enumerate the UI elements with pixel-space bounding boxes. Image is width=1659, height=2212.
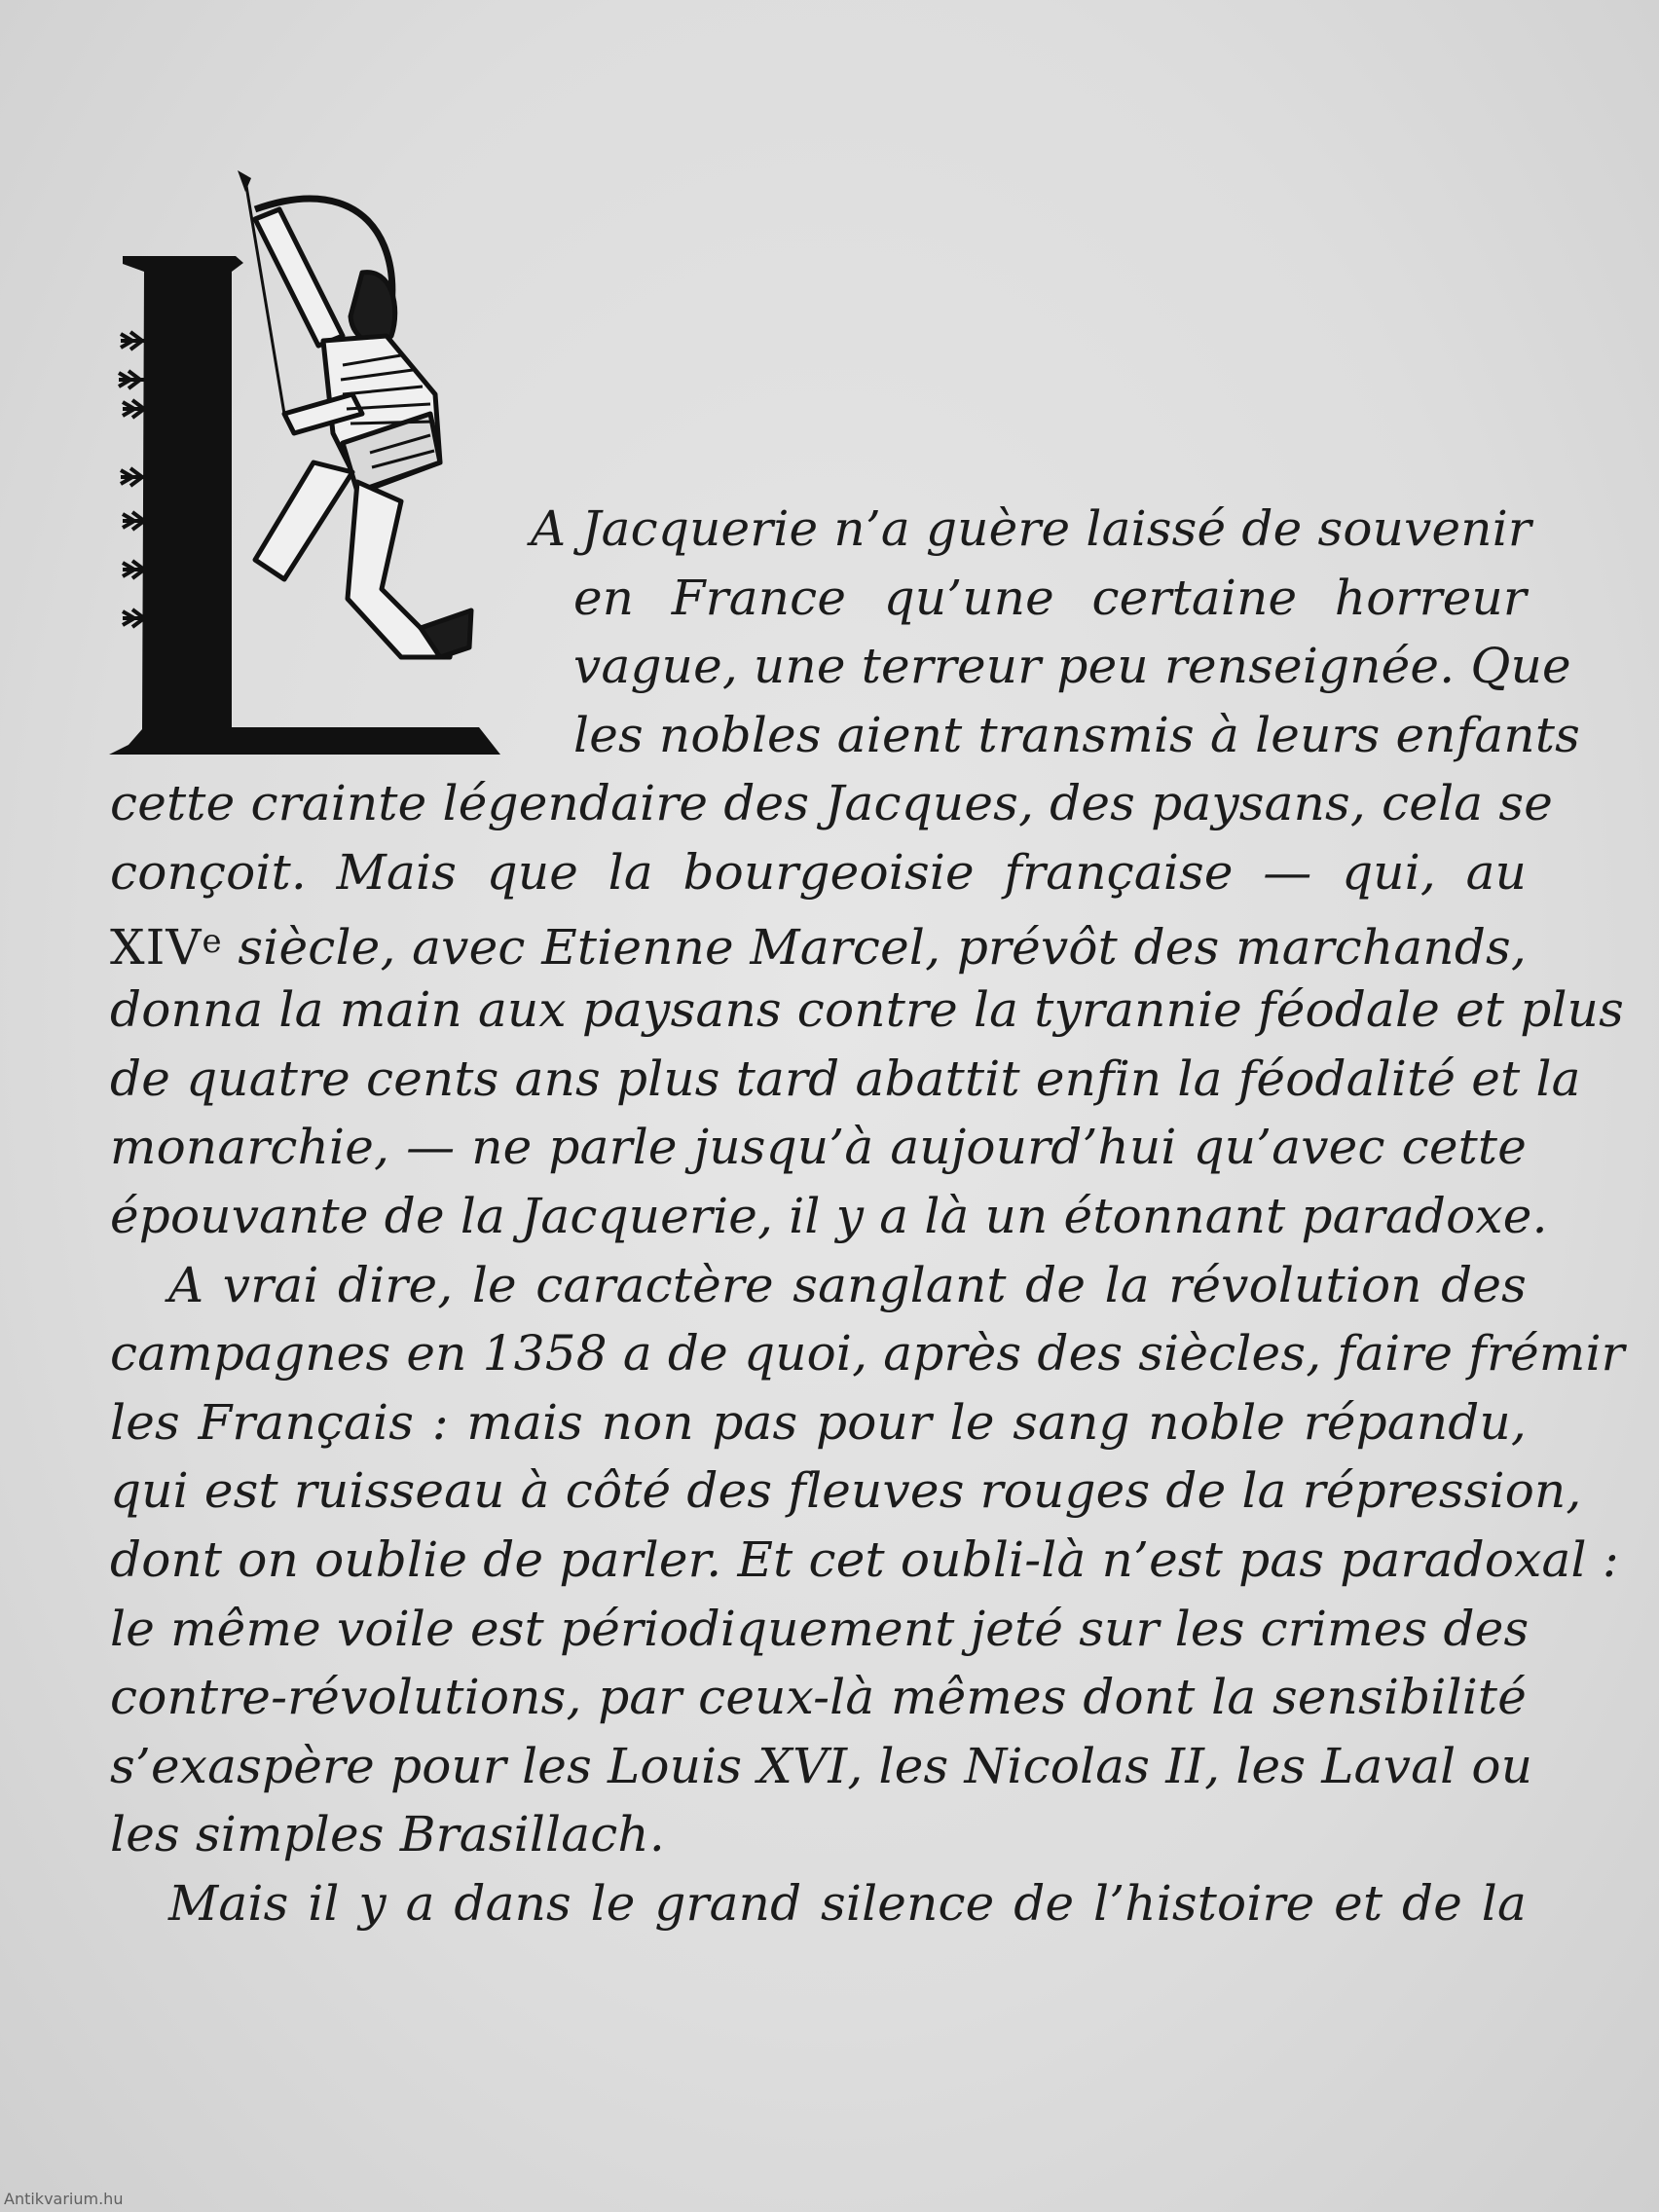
text-line: dont on oublie de parler. Et cet oubli-là n’est pas paradoxal : <box>110 1530 1619 1588</box>
text-line: en France qu’une certaine horreur <box>573 569 1527 626</box>
text-line: les Français : mais non pas pour le sang noble répandu, <box>110 1393 1527 1451</box>
text-line: vague, une terreur peu renseignée. Que <box>573 638 1571 695</box>
text-line: épouvante de la Jacquerie, il y a là un étonnant paradoxe. <box>110 1187 1548 1244</box>
text-line: A Jacquerie n’a guère laissé de souvenir <box>531 500 1531 557</box>
text-line: le même voile est périodiquement jeté sur les crimes des <box>110 1600 1530 1657</box>
superscript: e <box>202 921 222 961</box>
text-line: donna la main aux paysans contre la tyrannie féodale et plus <box>110 981 1624 1039</box>
text-line: monarchie, — ne parle jusqu’à aujourd’hui qu’avec cette <box>110 1119 1527 1176</box>
text-line-rest: siècle, avec Etienne Marcel, prévôt des marchands, <box>221 918 1527 976</box>
text-line: s’exaspère pour les Louis XVI, les Nicolas II, les Laval ou <box>110 1737 1533 1794</box>
text-line: cette crainte légendaire des Jacques, des paysans, cela se <box>110 775 1554 832</box>
roman-numeral: XIV <box>110 918 203 976</box>
body-text <box>110 495 1625 1937</box>
text-line-century <box>110 907 1527 977</box>
text-line: les nobles aient transmis à leurs enfants <box>573 706 1580 763</box>
text-line: de quatre cents ans plus tard abattit enfin la féodalité et la <box>110 1050 1581 1107</box>
text-line: contre-révolutions, par ceux-là mêmes dont la sensibilité <box>110 1669 1527 1726</box>
text-line: A vrai dire, le caractère sanglant de la révolution des <box>168 1256 1527 1313</box>
text-line: campagnes en 1358 a de quoi, après des siècles, faire frémir <box>110 1325 1625 1382</box>
text-line: les simples Brasillach. <box>110 1806 665 1863</box>
text-line: Mais il y a dans le grand silence de l’histoire et de la <box>168 1874 1527 1932</box>
site-watermark: Antikvarium.hu <box>4 2190 124 2208</box>
text-line: qui est ruisseau à côté des fleuves rouges de la répression, <box>110 1462 1582 1520</box>
text-line: conçoit. Mais que la bourgeoisie française — qui, au <box>110 843 1527 901</box>
